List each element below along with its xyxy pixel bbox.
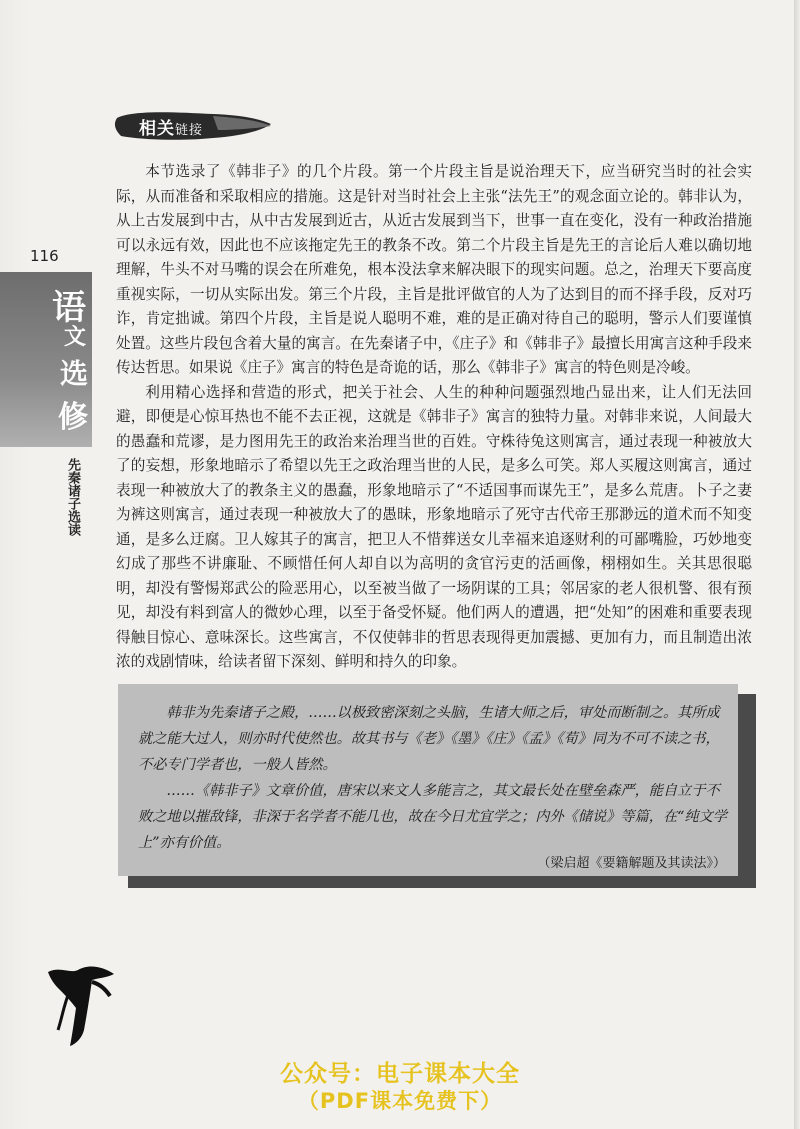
section-title-main: 相关 — [139, 119, 175, 139]
side-char-2: 文 — [64, 324, 87, 350]
section-title — [139, 114, 203, 139]
section-heading-banner — [113, 108, 273, 144]
side-char-3: 选 — [60, 357, 89, 390]
quote-paragraph: ……《韩非子》文章价值，唐宋以来文人多能言之，其文最长处在壁垒森严，能自立于不败之地以摧敌锋，非深于名学者不能几也，故在今日尤宜学之；内外《储说》等篇，在“纯文学上”亦有价值。 — [138, 783, 727, 851]
quote-source: （梁启超《要籍解题及其读法》） — [537, 856, 726, 871]
page-number: 116 — [30, 247, 59, 265]
book-subtitle: 先秦诸子选读 — [65, 458, 80, 536]
section-title-small: 链接 — [175, 123, 204, 138]
body-text — [116, 160, 752, 675]
quote-paragraph: 韩非为先秦诸子之殿，……以极致密深刻之头脑，生诸大师之后，审处而断制之。其所成就之能大过人，则亦时代使然也。故其书与《老》《墨》《庄》《孟》《荀》同为不可不读之书，不必专门学者也，一般人皆然。 — [138, 705, 720, 773]
body-paragraph: 本节选录了《韩非子》的几个片段。第一个片段主旨是说治理天下，应当研究当时的社会实际，从而准备和采取相应的措施。这是针对当时社会上主张“法先王”的观念面立论的。韩非认为，从上古发展到中古，从中古发展到近古，从近古发展到当下，世事一直在变化，没有一种政治措施可以永远有效，因此也不应该拖定先王的教条不改。第二个片段主旨是先王的言论后人难以确切地理解，牛头不对马嘴的误会在所难免，根本没法拿来解决眼下的现实问题。总之，治理天下要高度重视实际，一切从实际出发。第三个片段，主旨是批评做官的人为了达到目的而不择手段，反对巧诈，肯定拙诚。第四个片段，主旨是说人聪明不难，难的是正确对待自己的聪明，警示人们要谨慎处置。这些片段包含着大量的寓言。在先秦诸子中，《庄子》和《韩非子》最擅长用寓言这种手段来传达哲思。如果说《庄子》寓言的特色是奇诡的话，那么《韩非子》寓言的特色则是冷峻。 — [116, 163, 752, 376]
side-char-1: 语 — [52, 288, 86, 328]
watermark-line-2: （PDF课本免费下） — [297, 1089, 503, 1113]
page-edge — [794, 0, 800, 1129]
quote-text — [138, 700, 728, 856]
body-paragraph: 利用精心选择和营造的形式，把关于社会、人生的种种问题强烈地凸显出来，让人们无法回避，即便是心惊耳热也不能不去正视，这就是《韩非子》寓言的独特力量。对韩非来说，人间最大的愚蠢和荒谬，是力图用先王的政治来治理当世的百姓。守株待兔这则寓言，通过表现一种被放大了的妄想，形象地暗示了希望以先王之政治理当世的人民，是多么可笑。郑人买履这则寓言，通过表现一种被放大了的教条主义的愚蠢，形象地暗示了“不适国事而谋先王”，是多么荒唐。卜子之妻为裤这则寓言，通过表现一种被放大了的愚昧，形象地暗示了死守古代帝王那渺远的道术而不知变通，是多么迂腐。卫人嫁其子的寓言，把卫人不惜葬送女儿幸福来追逐财利的可鄙嘴脸，巧妙地变幻成了那些不讲廉耻、不顾惜任何人却自以为高明的贪官污吏的活画像，栩栩如生。关其思很聪明，却没有警惕郑武公的险恶用心，以至被当做了一场阴谋的工具；邻居家的老人很机警、很有预见，却没有料到富人的微妙心理，以至于备受怀疑。他们两人的遭遇，把“处知”的困难和重要表现得触目惊心、意味深长。这些寓言，不仅使韩非的哲思表现得更加震撼、更加有力，而且制造出浓浓的戏剧情味，给读者留下深刻、鲜明和持久的印象。 — [116, 383, 752, 670]
ink-figure-icon — [40, 960, 120, 1050]
side-char-4: 修 — [58, 400, 88, 435]
watermark-line-1: 公众号：电子课本大全 — [280, 1061, 520, 1087]
